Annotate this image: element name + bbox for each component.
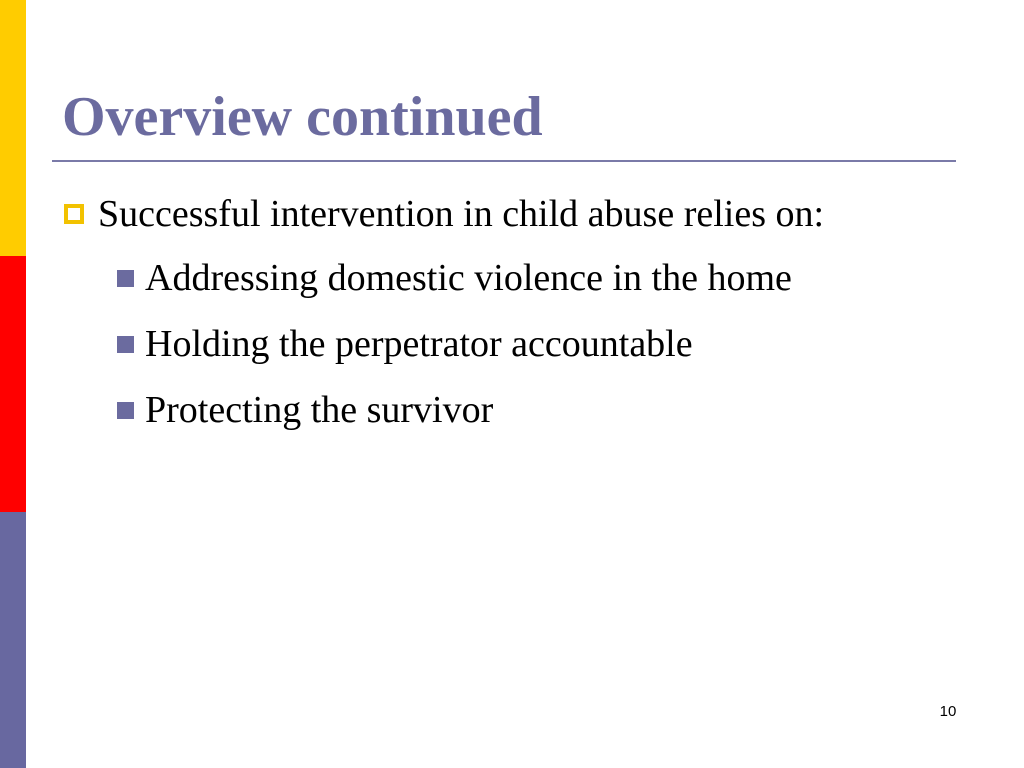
sub-bullet-item <box>117 320 693 368</box>
side-color-bar <box>0 0 26 768</box>
square-bullet-icon <box>117 336 134 353</box>
side-bar-red-segment <box>0 256 26 512</box>
side-bar-yellow-segment <box>0 0 26 256</box>
page-number: 10 <box>939 703 957 720</box>
sub-bullet-text: Protecting the survivor <box>145 389 494 431</box>
square-bullet-icon <box>117 270 134 287</box>
side-bar-slate-segment <box>0 512 26 768</box>
bullet-text: Successful intervention in child abuse relies on: <box>98 193 825 235</box>
sub-bullet-item <box>117 254 792 302</box>
sub-bullet-item <box>117 386 493 434</box>
title-divider <box>52 160 956 162</box>
bullet-item <box>64 190 824 238</box>
sub-bullet-text: Addressing domestic violence in the home <box>145 257 792 299</box>
slide-title: Overview continued <box>62 86 543 148</box>
sub-bullet-text: Holding the perpetrator accountable <box>145 323 693 365</box>
square-bullet-icon <box>117 402 134 419</box>
hollow-square-bullet-icon <box>64 204 84 224</box>
